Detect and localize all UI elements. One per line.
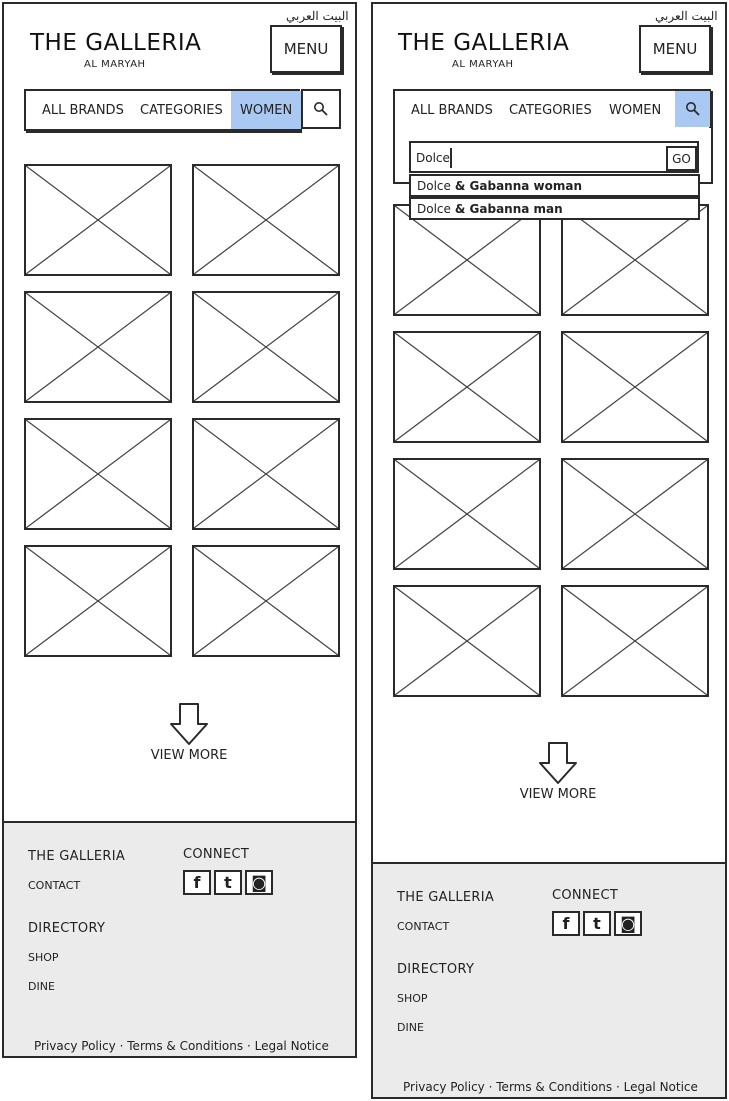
image-placeholder-icon: [395, 460, 539, 568]
arrow-down-icon: [169, 702, 209, 746]
site-logo[interactable]: THE GALLERIA: [398, 30, 570, 56]
legal-notice-link[interactable]: Legal Notice: [623, 1080, 698, 1094]
search-suggestion[interactable]: [409, 197, 700, 220]
go-button-label: GO: [672, 151, 691, 166]
terms-link[interactable]: Terms & Conditions: [496, 1080, 613, 1094]
image-placeholder-icon: [563, 206, 707, 314]
product-tile[interactable]: [393, 331, 541, 443]
arabic-language-link[interactable]: البيت العربي: [655, 9, 718, 23]
image-placeholder-icon: [194, 547, 338, 655]
view-more-label: VIEW MORE: [519, 787, 597, 802]
footer-connect-heading: CONNECT: [552, 888, 619, 903]
wireframe-left: [2, 2, 357, 1058]
social-links: [552, 911, 642, 936]
menu-button[interactable]: [270, 25, 342, 73]
product-tile[interactable]: [192, 291, 340, 403]
image-placeholder-icon: [26, 293, 170, 401]
twitter-icon[interactable]: t: [583, 911, 611, 936]
footer-directory-heading: DIRECTORY: [28, 921, 106, 936]
footer-shop-link[interactable]: SHOP: [397, 992, 428, 1005]
product-tile[interactable]: [192, 164, 340, 276]
text-cursor: [450, 148, 452, 168]
site-footer: [4, 821, 355, 1056]
image-placeholder-icon: [26, 166, 170, 274]
suggestion-rest: & Gabanna woman: [454, 178, 583, 193]
menu-button-label: MENU: [652, 40, 698, 58]
product-tile[interactable]: [24, 418, 172, 530]
terms-link[interactable]: Terms & Conditions: [127, 1039, 244, 1053]
product-tile[interactable]: [561, 585, 709, 697]
tab-all-brands[interactable]: ALL BRANDS: [42, 102, 124, 118]
facebook-icon[interactable]: f: [183, 870, 211, 895]
wireframe-right: [371, 2, 727, 1099]
separator: ·: [119, 1039, 124, 1053]
footer-shop-link[interactable]: SHOP: [28, 951, 59, 964]
footer-contact-link[interactable]: CONTACT: [28, 879, 81, 892]
product-tile[interactable]: [24, 164, 172, 276]
product-tile[interactable]: [192, 545, 340, 657]
product-tile[interactable]: [561, 204, 709, 316]
tab-women[interactable]: WOMEN: [231, 91, 301, 129]
instagram-icon[interactable]: ◙: [614, 911, 642, 936]
logo-subtitle: AL MARYAH: [84, 59, 146, 70]
product-tile[interactable]: [561, 331, 709, 443]
view-more-button[interactable]: [493, 741, 623, 802]
view-more-label: VIEW MORE: [150, 748, 228, 763]
product-tile[interactable]: [393, 585, 541, 697]
footer-contact-link[interactable]: CONTACT: [397, 920, 450, 933]
search-input[interactable]: [409, 141, 699, 173]
image-placeholder-icon: [395, 587, 539, 695]
image-placeholder-icon: [395, 206, 539, 314]
separator: ·: [488, 1080, 493, 1094]
product-grid: [393, 201, 709, 697]
privacy-policy-link[interactable]: Privacy Policy: [403, 1080, 485, 1094]
tab-categories[interactable]: CATEGORIES: [509, 102, 592, 118]
search-suggestion[interactable]: [409, 174, 700, 197]
arrow-down-icon: [538, 741, 578, 785]
social-links: [183, 870, 273, 895]
suggestion-prefix: Dolce: [417, 178, 451, 193]
footer-legal-links: [34, 1039, 329, 1053]
image-placeholder-icon: [563, 333, 707, 441]
privacy-policy-link[interactable]: Privacy Policy: [34, 1039, 116, 1053]
separator: ·: [615, 1080, 620, 1094]
suggestion-rest: & Gabanna man: [454, 201, 563, 216]
image-placeholder-icon: [563, 587, 707, 695]
product-tile[interactable]: [393, 458, 541, 570]
product-tile[interactable]: [24, 291, 172, 403]
image-placeholder-icon: [563, 460, 707, 568]
separator: ·: [246, 1039, 251, 1053]
image-placeholder-icon: [194, 420, 338, 528]
site-footer: [373, 862, 725, 1097]
image-placeholder-icon: [194, 293, 338, 401]
facebook-icon[interactable]: f: [552, 911, 580, 936]
footer-galleria-heading: THE GALLERIA: [397, 890, 495, 905]
suggestion-prefix: Dolce: [417, 201, 451, 216]
search-button[interactable]: [675, 91, 710, 127]
menu-button[interactable]: [639, 25, 711, 73]
image-placeholder-icon: [26, 420, 170, 528]
category-nav: [393, 89, 711, 131]
footer-legal-links: [403, 1080, 698, 1094]
footer-connect-heading: CONNECT: [183, 847, 250, 862]
tab-categories[interactable]: CATEGORIES: [140, 102, 223, 118]
tab-women[interactable]: WOMEN: [609, 102, 662, 118]
image-placeholder-icon: [395, 333, 539, 441]
logo-subtitle: AL MARYAH: [452, 59, 514, 70]
category-nav: [24, 89, 300, 131]
search-icon: [313, 101, 329, 117]
arabic-language-link[interactable]: البيت العربي: [286, 9, 349, 23]
image-placeholder-icon: [194, 166, 338, 274]
product-tile[interactable]: [393, 201, 541, 316]
twitter-icon[interactable]: t: [214, 870, 242, 895]
footer-galleria-heading: THE GALLERIA: [28, 849, 126, 864]
footer-dine-link[interactable]: DINE: [397, 1021, 424, 1034]
menu-button-label: MENU: [283, 40, 329, 58]
view-more-button[interactable]: [124, 702, 254, 763]
legal-notice-link[interactable]: Legal Notice: [254, 1039, 329, 1053]
search-icon: [685, 101, 701, 117]
go-button[interactable]: [666, 146, 697, 171]
product-grid: [24, 164, 340, 657]
site-logo[interactable]: THE GALLERIA: [30, 30, 202, 56]
product-tile[interactable]: [192, 418, 340, 530]
product-tile[interactable]: [24, 545, 172, 657]
tab-all-brands[interactable]: ALL BRANDS: [411, 102, 493, 118]
product-tile[interactable]: [561, 458, 709, 570]
search-input-value: Dolce: [416, 151, 450, 165]
instagram-icon[interactable]: ◙: [245, 870, 273, 895]
footer-directory-heading: DIRECTORY: [397, 962, 475, 977]
footer-dine-link[interactable]: DINE: [28, 980, 55, 993]
image-placeholder-icon: [26, 547, 170, 655]
search-button[interactable]: [301, 89, 341, 129]
